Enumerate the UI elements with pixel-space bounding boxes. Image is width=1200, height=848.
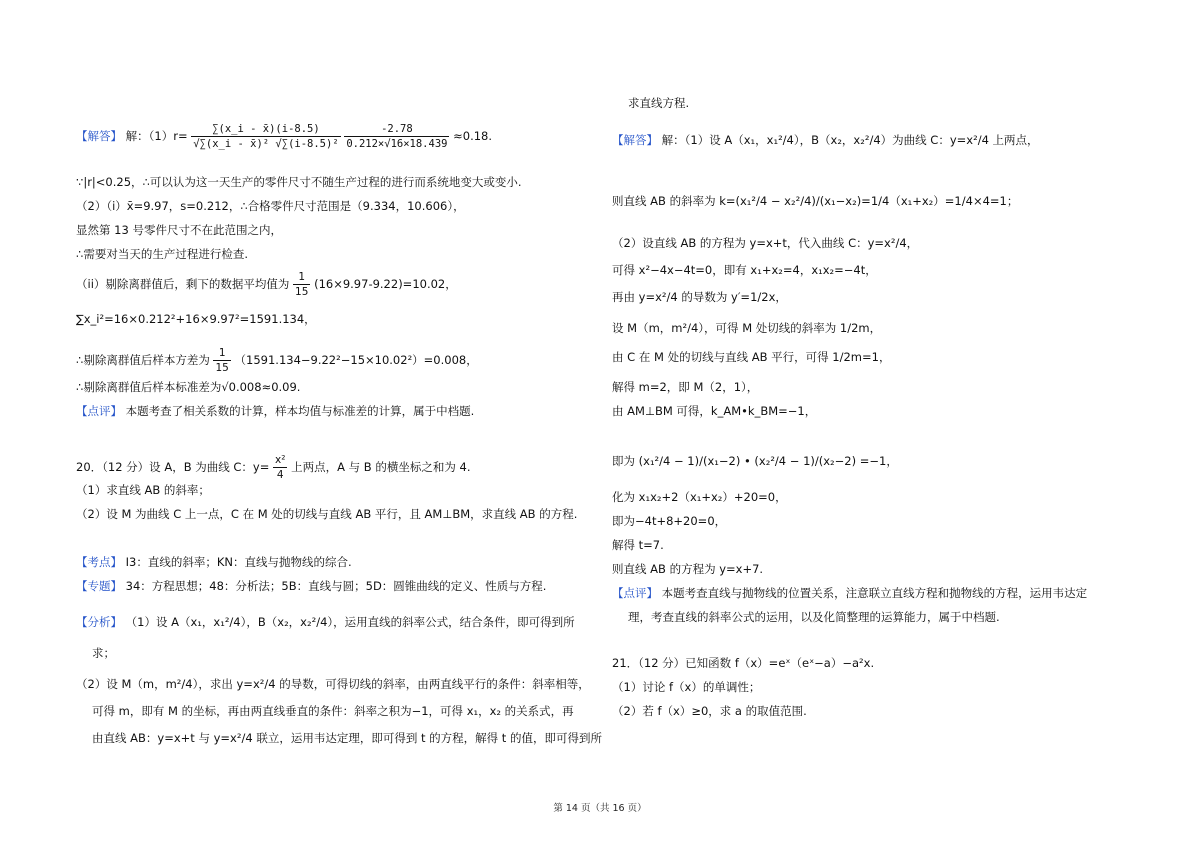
line-g-den: 15 [215, 362, 229, 374]
line-c: 显然第 13 号零件尺寸不在此范围之内， [76, 223, 282, 237]
page-footer: 第 14 页（共 16 页） [553, 803, 647, 814]
right-line-10: 即为 (x₁²/4 − 1)/(x₁−2) • (x₂²/4 − 1)/(x₂−2) =−1， [612, 454, 898, 468]
answer-tag-right: 【解答】 [612, 133, 658, 147]
line-g-post: （1591.134−9.22²−15×10.02²）=0.008， [234, 353, 478, 367]
right-line-11: 化为 x₁x₂+2（x₁+x₂）+20=0， [612, 490, 787, 504]
q20-part2: （2）设 M 为曲线 C 上一点，C 在 M 处的切线与直线 AB 平行，且 AM⊥BM，求直线 AB 的方程. [76, 507, 578, 521]
q20-post: 上两点，A 与 B 的横坐标之和为 4. [291, 460, 471, 474]
line-e-post: (16×9.97-9.22)=10.02， [314, 277, 457, 291]
line-g-pre: ∴剔除离群值后样本方差为 [76, 353, 210, 367]
line-i-text: 本题考查了相关系数的计算，样本均值与标准差的计算，属于中档题. [125, 404, 475, 418]
line-e [76, 270, 457, 299]
line-d: ∴需要对当天的生产过程进行检查. [76, 247, 248, 261]
line-a: ∵|r|<0.25，∴可以认为这一天生产的零件尺寸不随生产过程的进行而系统地变大或变小. [76, 175, 522, 189]
right-line-5: 再由 y=x²/4 的导数为 y′=1/2x， [612, 290, 787, 304]
formula-r-result: ≈0.18. [453, 129, 493, 143]
q20-den: 4 [276, 469, 284, 481]
answer-tag: 【解答】 [76, 129, 122, 143]
right-line-0: 求直线方程. [628, 96, 690, 110]
q21-part1: （1）讨论 f（x）的单调性； [612, 680, 761, 694]
right-line-16: 理，考查直线的斜率公式的运用，以及化简整理的运算能力，属于中档题. [628, 610, 1000, 624]
right-line-7: 由 C 在 M 处的切线与直线 AB 平行，可得 1/2m=1， [612, 350, 891, 364]
kaodian-text: I3：直线的斜率；KN：直线与抛物线的综合. [125, 555, 352, 569]
kaodian-tag: 【考点】 [76, 555, 122, 569]
zhuanti-line [76, 579, 546, 593]
line-f: ∑x_i²=16×0.212²+16×9.97²=1591.134， [76, 312, 316, 326]
comment-tag-right: 【点评】 [612, 586, 658, 600]
q20-part1: （1）求直线 AB 的斜率； [76, 483, 210, 497]
line-i [76, 404, 474, 418]
q20-frac [273, 453, 287, 482]
q21-line: 21．（12 分）已知函数 f（x）=eˣ（eˣ−a）−a²x. [612, 656, 875, 670]
right-line-9: 由 AM⊥BM 可得，k_AM•k_BM=−1， [612, 404, 817, 418]
fenxi-tag: 【分析】 [76, 615, 122, 629]
zhuanti-text: 34：方程思想；48：分析法；5B：直线与圆；5D：圆锥曲线的定义、性质与方程. [125, 579, 547, 593]
line-h: ∴剔除离群值后样本标准差为√0.008≈0.09. [76, 380, 301, 394]
q20-pre: 20．（12 分）设 A，B 为曲线 C：y= [76, 460, 270, 474]
line-b: （2）（i）x̄=9.97，s=0.212，∴合格零件尺寸范围是（9.334，10.606）， [76, 199, 465, 213]
right-line-12: 即为−4t+8+20=0， [612, 514, 727, 528]
zhuanti-tag: 【专题】 [76, 579, 122, 593]
formula-r-num: ∑(x_i - x̄)(i-8.5) [191, 122, 340, 137]
q20-num: x² [275, 454, 286, 466]
right-line-15 [612, 586, 1087, 600]
line-g-num: 1 [213, 346, 230, 361]
right-line-14: 则直线 AB 的方程为 y=x+7. [612, 562, 764, 576]
formula-r-text: 解：（1）r= [125, 129, 188, 143]
line-e-den: 15 [295, 286, 309, 298]
right-line-15-text: 本题考查直线与抛物线的位置关系，注意联立直线方程和抛物线的方程，运用韦达定 [661, 586, 1088, 600]
q20-line [76, 453, 470, 482]
line-e-pre: （ii）剔除离群值后，剩下的数据平均值为 [76, 277, 290, 291]
q21-part2: （2）若 f（x）≥0，求 a 的取值范围. [612, 704, 807, 718]
right-line-1 [612, 133, 1039, 147]
right-line-13: 解得 t=7. [612, 538, 664, 552]
right-line-3: （2）设直线 AB 的方程为 y=x+t，代入曲线 C：y=x²/4， [612, 236, 919, 250]
right-line-8: 解得 m=2，即 M（2，1）， [612, 380, 759, 394]
formula-r-num2: -2.78 [344, 122, 449, 137]
line-g-frac [213, 346, 230, 375]
right-line-2: 则直线 AB 的斜率为 k=(x₁²/4 − x₂²/4)/(x₁−x₂)=1/4（x₁+x₂）=1/4×4=1； [612, 194, 1019, 208]
line-e-num: 1 [293, 270, 310, 285]
formula-r-frac2 [344, 122, 449, 151]
fenxi-line-4: 可得 m，即有 M 的坐标，再由两直线垂直的条件：斜率之积为−1，可得 x₁，x₂ 的关系式，再 [92, 704, 574, 718]
fenxi-line-3: （2）设 M（m，m²/4），求出 y=x²/4 的导数，可得切线的斜率，由两直线平行的条件：斜率相等， [76, 677, 590, 691]
formula-r-frac1 [191, 122, 340, 151]
kaodian-line [76, 555, 352, 569]
line-e-frac [293, 270, 310, 299]
fenxi-line-5: 由直线 AB：y=x+t 与 y=x²/4 联立，运用韦达定理，即可得到 t 的方程，解得 t 的值，即可得到所 [92, 731, 602, 745]
right-line-4: 可得 x²−4x−4t=0，即有 x₁+x₂=4，x₁x₂=−4t， [612, 263, 877, 277]
right-line-6: 设 M（m，m²/4），可得 M 处切线的斜率为 1/2m， [612, 321, 882, 335]
formula-r-line [76, 122, 492, 151]
formula-r-den: √∑(x_i - x̄)² √∑(i-8.5)² [193, 138, 339, 150]
comment-tag: 【点评】 [76, 404, 122, 418]
right-line-1-text: 解：（1）设 A（x₁，x₁²/4），B（x₂，x₂²/4）为曲线 C：y=x²/4 上两点， [661, 133, 1039, 147]
fenxi-text-1: （1）设 A（x₁，x₁²/4），B（x₂，x₂²/4），运用直线的斜率公式，结合条件，即可得到所 [125, 615, 575, 629]
line-g [76, 346, 478, 375]
fenxi-line-2: 求； [92, 646, 115, 660]
fenxi-line-1 [76, 615, 575, 629]
formula-r-den2: 0.212×√16×18.439 [346, 138, 448, 150]
